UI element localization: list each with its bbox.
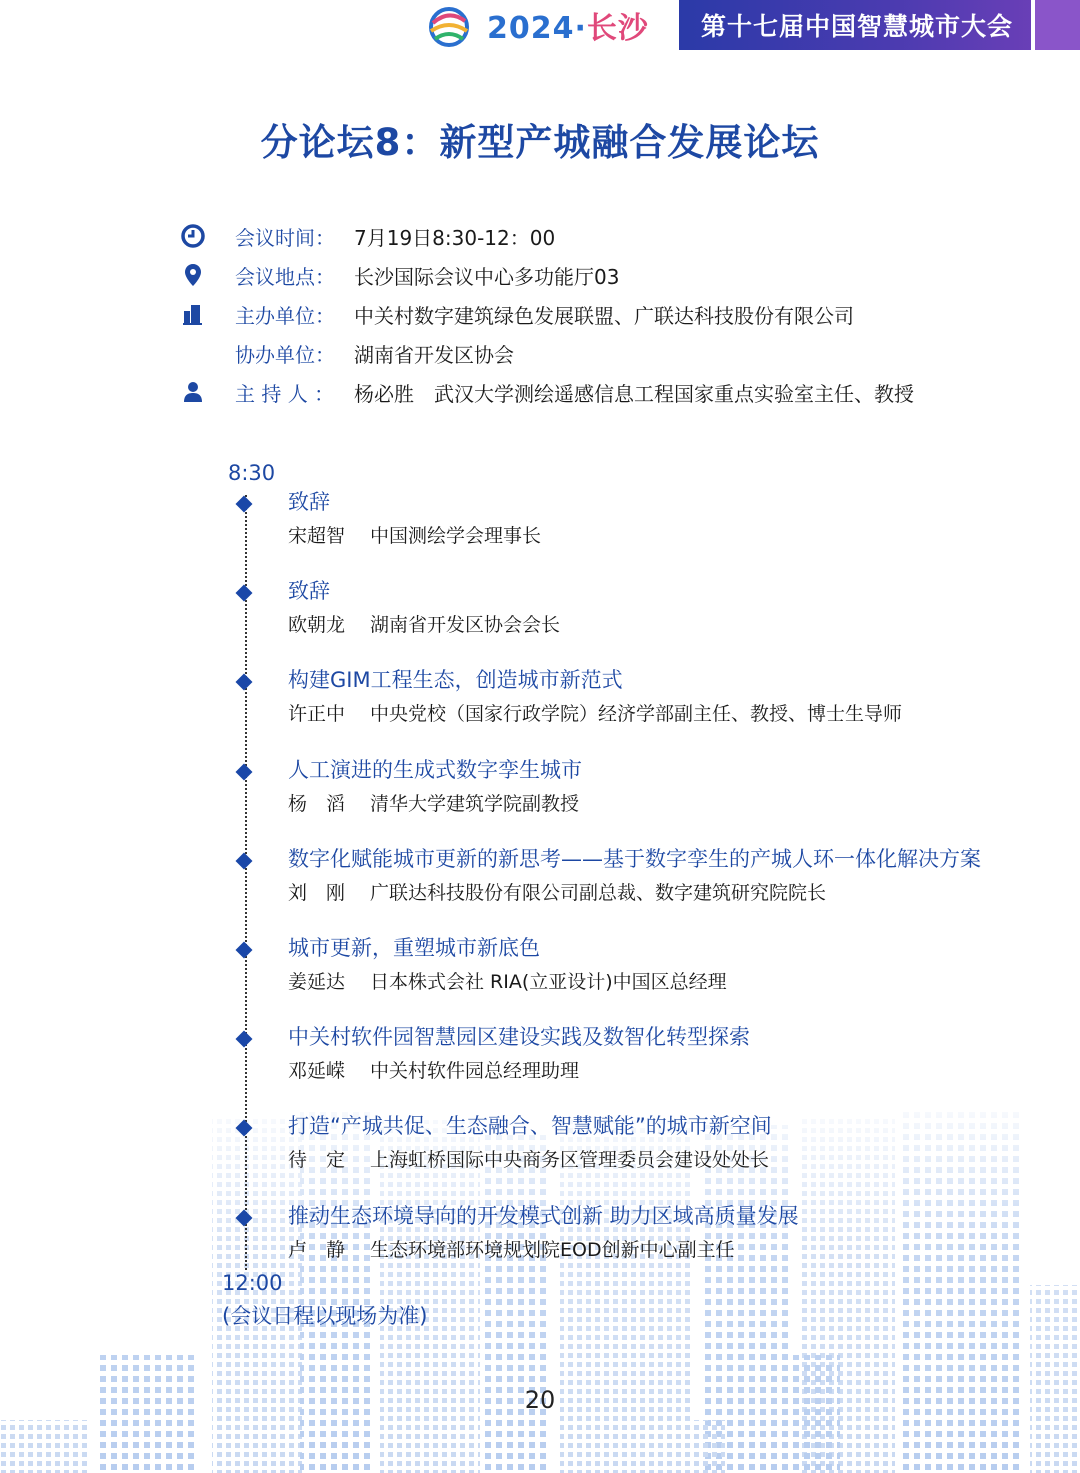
speaker-name: 卢 静: [288, 1239, 346, 1261]
speaker-title: 中央党校（国家行政学院）经济学部副主任、教授、博士生导师: [370, 703, 903, 725]
conference-logo: [425, 0, 649, 50]
info-label-time: 会议时间：: [235, 225, 335, 250]
logo-dot: ·: [574, 11, 587, 46]
agenda-topic: 构建GIM工程生态，创造城市新范式: [288, 668, 623, 692]
speaker-name: 宋超智: [288, 525, 346, 547]
speaker-name: 许正中: [288, 703, 346, 725]
conference-banner: 第十七届中国智慧城市大会: [679, 0, 1035, 50]
agenda-topic: 城市更新，重塑城市新底色: [288, 936, 540, 960]
info-value-cohost: 湖南省开发区协会: [354, 342, 514, 367]
speaker-name: 姜延达: [288, 971, 346, 993]
speaker-title: 生态环境部环境规划院EOD创新中心副主任: [370, 1239, 735, 1261]
page-title: 分论坛8：新型产城融合发展论坛: [260, 121, 820, 164]
diamond-bullet-icon: [236, 764, 253, 781]
schedule-note: (会议日程以现场为准): [222, 1304, 428, 1328]
agenda-speaker-line: [288, 967, 727, 994]
agenda-speaker-line: [288, 1056, 579, 1083]
agenda-item: [236, 758, 1036, 832]
globe-logo-icon: [425, 1, 473, 49]
info-row-place: [180, 260, 620, 290]
agenda-speaker-line: [288, 699, 902, 726]
logo-year: 2024: [487, 11, 575, 46]
agenda-item: [236, 668, 1036, 742]
building-icon: [180, 301, 206, 327]
info-row-chair: [180, 377, 914, 407]
info-label-cohost: 协办单位：: [235, 342, 335, 367]
agenda-topic: 打造“产城共促、生态融合、智慧赋能”的城市新空间: [288, 1114, 772, 1138]
logo-text: [487, 3, 649, 47]
diamond-bullet-icon: [236, 1210, 253, 1227]
info-value-place: 长沙国际会议中心多功能厅03: [354, 264, 620, 289]
agenda-topic: 中关村软件园智慧园区建设实践及数智化转型探索: [288, 1025, 750, 1049]
clock-icon: [180, 223, 206, 249]
speaker-name: 刘 刚: [288, 882, 346, 904]
speaker-title: 中国测绘学会理事长: [370, 525, 542, 547]
logo-city: 长沙: [586, 11, 649, 46]
start-time: 8:30: [228, 461, 276, 485]
agenda-topic: 人工演进的生成式数字孪生城市: [288, 758, 582, 782]
speaker-title: 湖南省开发区协会会长: [370, 614, 561, 636]
location-pin-icon: [180, 262, 206, 288]
agenda-topic: 致辞: [288, 579, 330, 603]
speaker-title: 清华大学建筑学院副教授: [370, 793, 580, 815]
info-row-host: [180, 299, 854, 329]
agenda-speaker-line: [288, 789, 579, 816]
diamond-bullet-icon: [236, 853, 253, 870]
speaker-title: 日本株式会社 RIA(立亚设计)中国区总经理: [370, 971, 727, 993]
banner-accent-tab: [1035, 0, 1080, 50]
agenda-item: [236, 1204, 1036, 1278]
agenda-item: [236, 579, 1036, 653]
diamond-bullet-icon: [236, 674, 253, 691]
diamond-bullet-icon: [236, 1031, 253, 1048]
agenda-topic: 推动生态环境导向的开发模式创新 助力区域高质量发展: [288, 1204, 799, 1228]
info-row-time: [180, 221, 556, 251]
agenda-item: [236, 847, 1036, 921]
info-value-host: 中关村数字建筑绿色发展联盟、广联达科技股份有限公司: [354, 303, 854, 328]
diamond-bullet-icon: [236, 585, 253, 602]
info-label-chair: 主 持 人 ：: [235, 381, 335, 406]
agenda-speaker-line: [288, 1235, 735, 1262]
agenda-topic: 数字化赋能城市更新的新思考——基于数字孪生的产城人环一体化解决方案: [288, 847, 981, 871]
info-label-host: 主办单位：: [235, 303, 335, 328]
agenda-item: [236, 1114, 1036, 1188]
info-value-time: 7月19日8:30-12：00: [354, 225, 556, 250]
speaker-title: 中关村软件园总经理助理: [370, 1060, 580, 1082]
agenda-speaker-line: [288, 610, 560, 637]
info-label-place: 会议地点：: [235, 264, 335, 289]
agenda-item: [236, 1025, 1036, 1099]
speaker-title: 广联达科技股份有限公司副总裁、数字建筑研究院院长: [370, 882, 827, 904]
agenda-speaker-line: [288, 521, 541, 548]
agenda-topic: 致辞: [288, 490, 330, 514]
agenda-speaker-line: [288, 878, 826, 905]
speaker-title: 上海虹桥国际中央商务区管理委员会建设处处长: [370, 1149, 770, 1171]
speaker-name: 杨 滔: [288, 793, 346, 815]
diamond-bullet-icon: [236, 496, 253, 513]
end-time: 12:00: [222, 1271, 283, 1295]
diamond-bullet-icon: [236, 942, 253, 959]
diamond-bullet-icon: [236, 1120, 253, 1137]
agenda-item: [236, 936, 1036, 1010]
agenda-speaker-line: [288, 1145, 769, 1172]
page-number: 20: [524, 1386, 556, 1414]
speaker-name: 邓延嵘: [288, 1060, 346, 1082]
info-value-chair: 杨必胜 武汉大学测绘遥感信息工程国家重点实验室主任、教授: [354, 381, 914, 406]
agenda-item: [236, 490, 1036, 564]
speaker-name: 待 定: [288, 1149, 346, 1171]
speaker-name: 欧朝龙: [288, 614, 346, 636]
person-icon: [180, 379, 206, 405]
